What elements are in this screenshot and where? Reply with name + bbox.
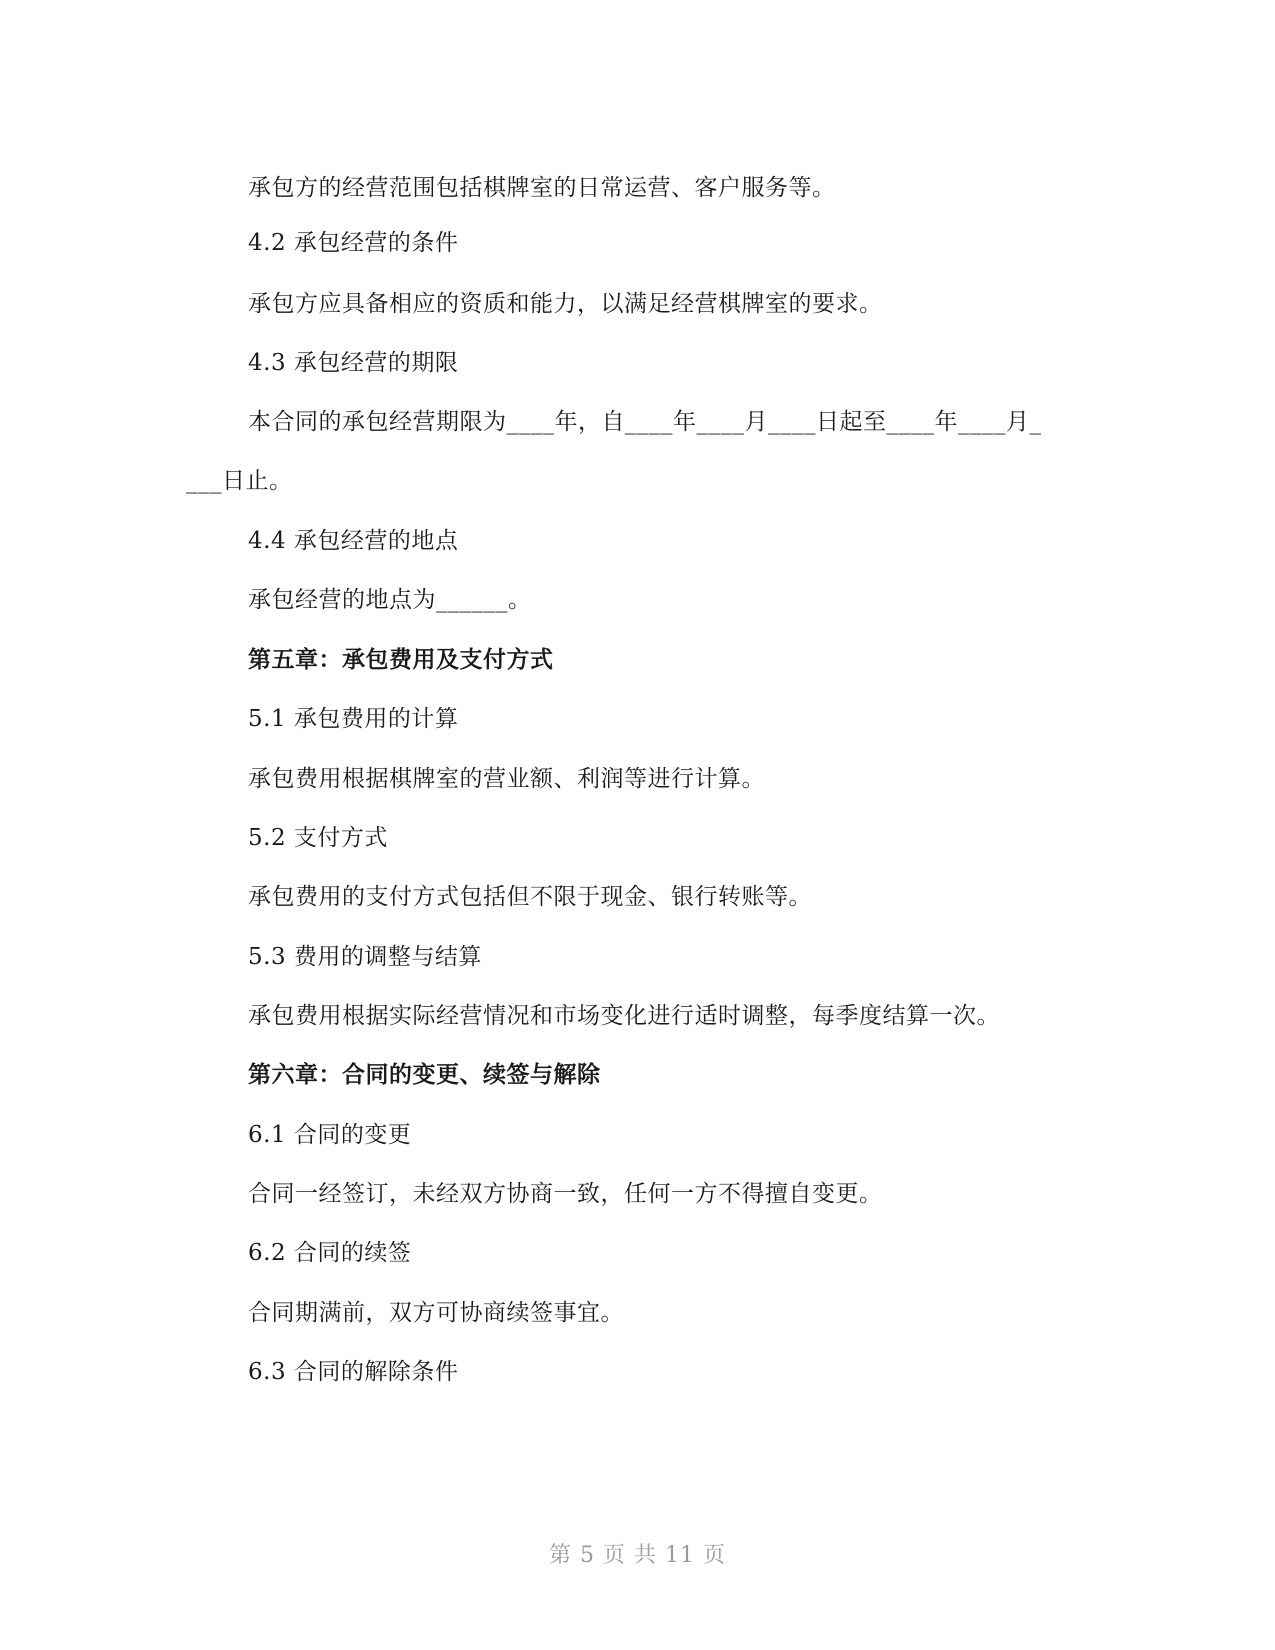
paragraph-4-2-body: 承包方应具备相应的资质和能力，以满足经营棋牌室的要求。 — [248, 291, 883, 317]
section-4-3-heading: 4.3 承包经营的期限 — [248, 350, 459, 376]
section-4-2-heading: 4.2 承包经营的条件 — [248, 230, 459, 256]
paragraph-5-3-body: 承包费用根据实际经营情况和市场变化进行适时调整，每季度结算一次。 — [248, 1003, 1000, 1029]
paragraph-6-2-body: 合同期满前，双方可协商续签事宜。 — [248, 1300, 624, 1326]
paragraph-4-4-body: 承包经营的地点为______。 — [248, 587, 532, 613]
paragraph-5-2-body: 承包费用的支付方式包括但不限于现金、银行转账等。 — [248, 884, 812, 910]
paragraph-6-1-body: 合同一经签订，未经双方协商一致，任何一方不得擅自变更。 — [248, 1181, 883, 1207]
section-6-2-heading: 6.2 合同的续签 — [248, 1240, 412, 1266]
section-4-4-heading: 4.4 承包经营的地点 — [248, 528, 459, 554]
paragraph-4-3-body-continued: ___日止。 — [186, 468, 293, 494]
section-5-3-heading: 5.3 费用的调整与结算 — [248, 944, 482, 970]
paragraph-4-1-body: 承包方的经营范围包括棋牌室的日常运营、客户服务等。 — [248, 175, 836, 201]
section-5-1-heading: 5.1 承包费用的计算 — [248, 706, 459, 732]
chapter-6-heading: 第六章：合同的变更、续签与解除 — [248, 1061, 601, 1088]
page-number-footer: 第 5 页 共 11 页 — [549, 1543, 726, 1568]
paragraph-4-3-body: 本合同的承包经营期限为____年，自____年____月____日起至____年____月_ — [248, 409, 1042, 435]
section-6-3-heading: 6.3 合同的解除条件 — [248, 1359, 459, 1385]
chapter-5-heading: 第五章：承包费用及支付方式 — [248, 646, 554, 673]
paragraph-5-1-body: 承包费用根据棋牌室的营业额、利润等进行计算。 — [248, 766, 765, 792]
section-5-2-heading: 5.2 支付方式 — [248, 825, 388, 851]
section-6-1-heading: 6.1 合同的变更 — [248, 1122, 412, 1148]
